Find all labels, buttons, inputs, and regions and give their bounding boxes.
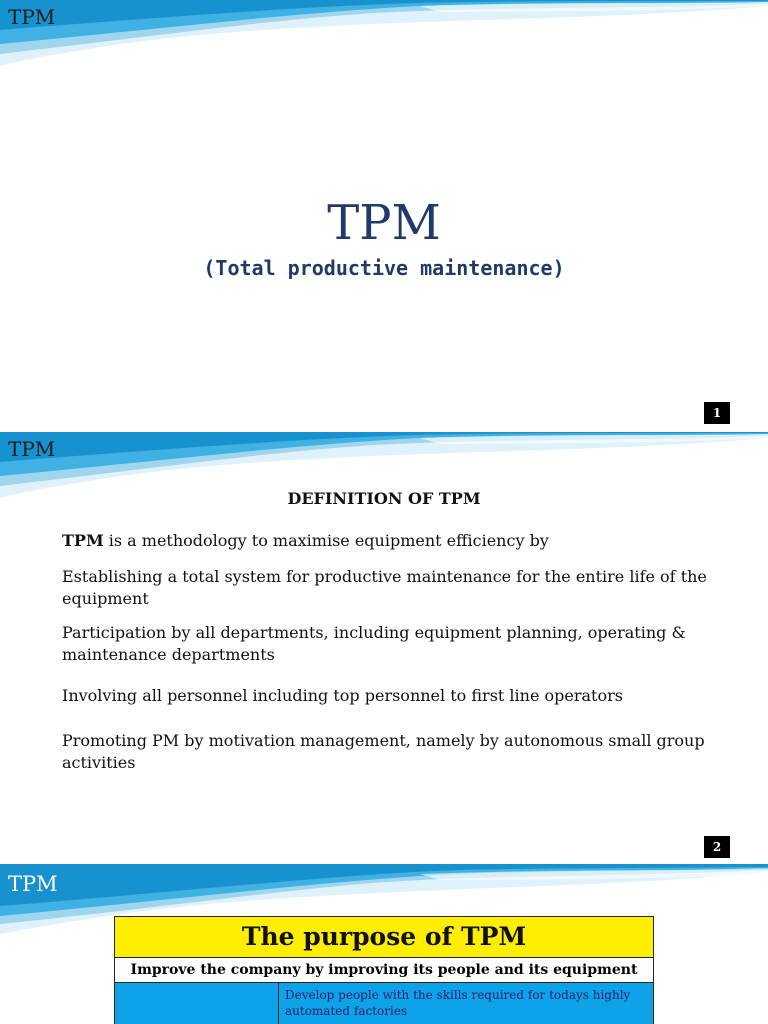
intro-text: is a methodology to maximise equipment efficiency by: [103, 531, 549, 550]
definition-point: Involving all personnel including top personnel to first line operators: [62, 686, 623, 705]
slide-header-label: TPM: [8, 437, 56, 461]
definition-point: Promoting PM by motivation management, namely by autonomous small group activities: [62, 731, 705, 772]
page-number-badge: 1: [704, 402, 730, 424]
slide-1: [0, 0, 768, 432]
slide-header-label: TPM: [8, 5, 56, 29]
purpose-table-title: The purpose of TPM: [115, 917, 653, 958]
intro-bold-term: TPM: [62, 531, 104, 550]
slide-title: TPM: [327, 195, 441, 251]
definition-point: Establishing a total system for productive maintenance for the entire life of the equipment: [62, 567, 707, 608]
purpose-row-text-cell: Develop people with the skills required for todays highly automated factories: [279, 983, 653, 1024]
definition-title: DEFINITION OF TPM: [287, 489, 481, 508]
slide-2: [0, 432, 768, 864]
page-number-badge: 2: [704, 836, 730, 858]
definition-point: Participation by all departments, including equipment planning, operating & maintenance departments: [62, 623, 686, 664]
slide-3: [0, 864, 768, 1024]
purpose-table: [114, 916, 654, 1024]
slide-header-label: TPM: [8, 872, 58, 896]
header-wave-banner: [0, 0, 768, 70]
purpose-row-label-cell: [115, 983, 279, 1024]
definition-intro: [62, 530, 722, 552]
purpose-table-row: [115, 983, 653, 1024]
purpose-table-subtitle: Improve the company by improving its people and its equipment: [115, 958, 653, 983]
slide-subtitle: (Total productive maintenance): [203, 256, 565, 280]
